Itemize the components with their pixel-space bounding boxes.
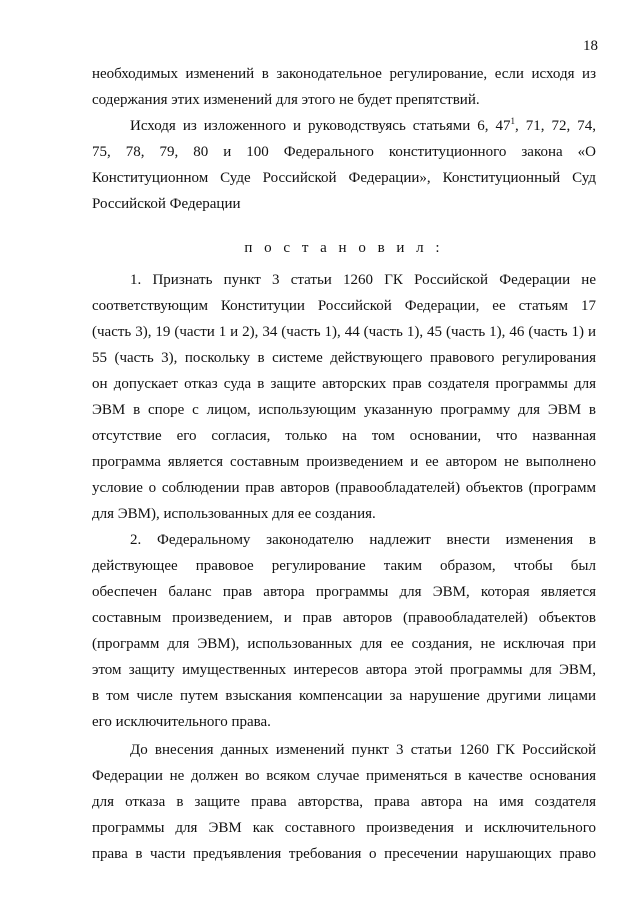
- text-line-16: условие о соблюдении прав авторов (правообладателей) объектов (программ: [92, 480, 596, 496]
- text-line-6: Российской Федерации: [92, 196, 241, 212]
- text-line-25: его исключительного права.: [92, 714, 271, 730]
- text-line-8: 1. Признать пункт 3 статьи 1260 ГК Российской Федерации не: [130, 272, 596, 288]
- text-line-14: отсутствие его согласия, только на том основании, что названная: [92, 428, 596, 444]
- text-line-29: программы для ЭВМ как составного произведения и исключительного: [92, 820, 596, 836]
- text-line-15: программа является составным произведением и ее автором не выполнено: [92, 454, 596, 470]
- text-line-5: Конституционном Суде Российской Федерации», Конституционный Суд: [92, 170, 596, 186]
- text-line-28: для отказа в защите права авторства, права автора на имя создателя: [92, 794, 596, 810]
- text-line-1: необходимых изменений в законодательное регулирование, если исходя из: [92, 66, 596, 82]
- text-line-21: составным произведением, и прав авторов (правообладателей) объектов: [92, 610, 596, 626]
- text-line-4: 75, 78, 79, 80 и 100 Федерального конституционного закона «О: [92, 144, 596, 160]
- text-line-20: обеспечен баланс прав автора программы для ЭВМ, которая является: [92, 584, 596, 600]
- text-line-10: (часть 3), 19 (части 1 и 2), 34 (часть 1), 44 (часть 1), 45 (часть 1), 46 (часть 1) и: [92, 324, 596, 340]
- text-line-17: для ЭВМ), использованных для ее создания.: [92, 506, 376, 522]
- text-line-2: содержания этих изменений для этого не будет препятствий.: [92, 92, 480, 108]
- text-line-3-tail: , 71, 72, 74,: [515, 118, 596, 134]
- text-line-18: 2. Федеральному законодателю надлежит внести изменения в: [130, 532, 596, 548]
- text-line-24: в том числе путем взыскания компенсации за нарушение другими лицами: [92, 688, 596, 704]
- text-line-11: 55 (часть 3), поскольку в системе действующего правового регулирования: [92, 350, 596, 366]
- text-line-12: он допускает отказ суда в защите авторских прав создателя программы для: [92, 376, 596, 392]
- ruling-heading: п о с т а н о в и л :: [244, 240, 444, 256]
- text-line-26: До внесения данных изменений пункт 3 статьи 1260 ГК Российской: [130, 742, 596, 758]
- text-line-13: ЭВМ в споре с лицом, использующим указанную программу для ЭВМ в: [92, 402, 596, 418]
- text-line-23: этом защиту имущественных интересов автора этой программы для ЭВМ,: [92, 662, 596, 678]
- page-number: 18: [583, 38, 598, 54]
- superscript-1: 1: [510, 116, 516, 126]
- text-line-22: (программ для ЭВМ), использованных для ее создания, не исключая при: [92, 636, 596, 652]
- text-line-19: действующее правовое регулирование таким образом, чтобы был: [92, 558, 596, 574]
- text-line-9: соответствующим Конституции Российской Федерации, ее статьям 17: [92, 298, 596, 314]
- text-line-3-main: Исходя из изложенного и руководствуясь статьями 6, 47: [130, 118, 511, 134]
- text-line-30: права в части предъявления требования о пресечении нарушающих право: [92, 846, 596, 862]
- text-line-27: Федерации не должен во всяком случае применяться в качестве основания: [92, 768, 596, 784]
- text-line-3: [130, 116, 596, 136]
